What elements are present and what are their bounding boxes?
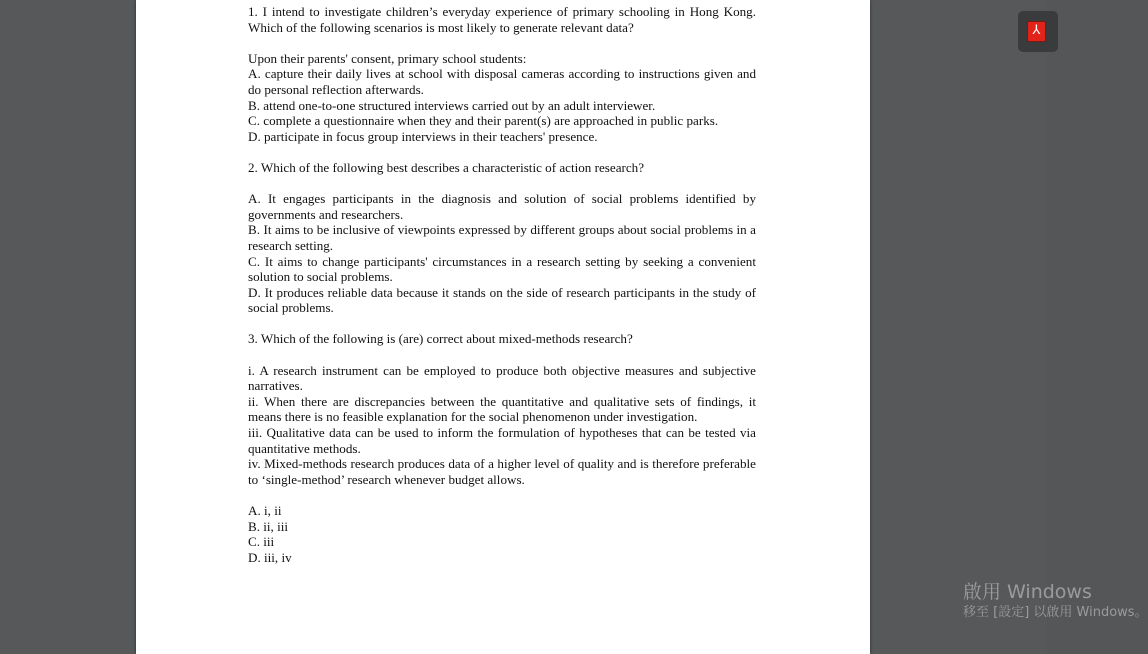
question-3-option-a: A. i, ii — [248, 503, 282, 518]
question-1-lead: Upon their parents' consent, primary school students: — [248, 50, 527, 66]
pdf-icon[interactable]: ⅄ — [1027, 21, 1046, 42]
question-3-option-b: B. ii, iii — [248, 518, 289, 534]
question-1-option-b: B. attend one-to-one structured interviews carried out by an adult interviewer. — [248, 97, 656, 113]
pdf-page — [136, 0, 870, 654]
question-3-statement-iii: iii. Qualitative data can be used to inform the formulation of hypotheses that can be tested via quantitative methods. — [248, 425, 756, 456]
question-2-option-c: C. It aims to change participants' circumstances in a research setting by seeking a convenient solution to social problems. — [248, 253, 756, 285]
question-1-stem: 1. I intend to investigate children’s everyday experience of primary schooling in Hong Kong. Which of the following scenarios is most likely to generate relevant data? — [248, 4, 756, 35]
question-3-option-c: C. iii — [248, 534, 275, 550]
acrobat-tool-button[interactable] — [1018, 11, 1058, 52]
watermark-title: 啟用 Windows — [963, 581, 1092, 603]
windows-activation-watermark — [963, 580, 1148, 622]
question-2-stem: 2. Which of the following best describes a characteristic of action research? — [248, 159, 645, 175]
watermark-subtitle: 移至 [設定] 以啟用 Windows。 — [963, 605, 1148, 620]
question-1-option-c: C. complete a questionnaire when they and their parent(s) are approached in public parks. — [248, 113, 719, 129]
question-1-option-d: D. participate in focus group interviews in their teachers' presence. — [248, 128, 598, 144]
question-2-option-b: B. It aims to be inclusive of viewpoints expressed by different groups about social problems in a research setting. — [248, 222, 756, 253]
question-3-statement-ii: ii. When there are discrepancies between the quantitative and qualitative sets of findings, it means there is no feasible explanation for the social phenomenon under investigation. — [248, 393, 756, 425]
question-3-statement-iv: iv. Mixed-methods research produces data of a higher level of quality and is therefore preferable to ‘single-method’ research whenever budget allows. — [248, 456, 756, 487]
question-3-statement-i: i. A research instrument can be employed to produce both objective measures and subjective narratives. — [248, 362, 756, 394]
question-3-stem: 3. Which of the following is (are) correct about mixed-methods research? — [248, 331, 633, 347]
page-content — [248, 4, 756, 565]
question-1-option-a: A. capture their daily lives at school with disposal cameras according to instructions given and do personal reflection afterwards. — [248, 66, 756, 97]
question-2-option-a: A. It engages participants in the diagnosis and solution of social problems identified by governments and researchers. — [248, 191, 756, 222]
question-2-option-d: D. It produces reliable data because it stands on the side of research participants in the study of social problems. — [248, 284, 756, 316]
question-3-option-d: D. iii, iv — [248, 549, 292, 565]
